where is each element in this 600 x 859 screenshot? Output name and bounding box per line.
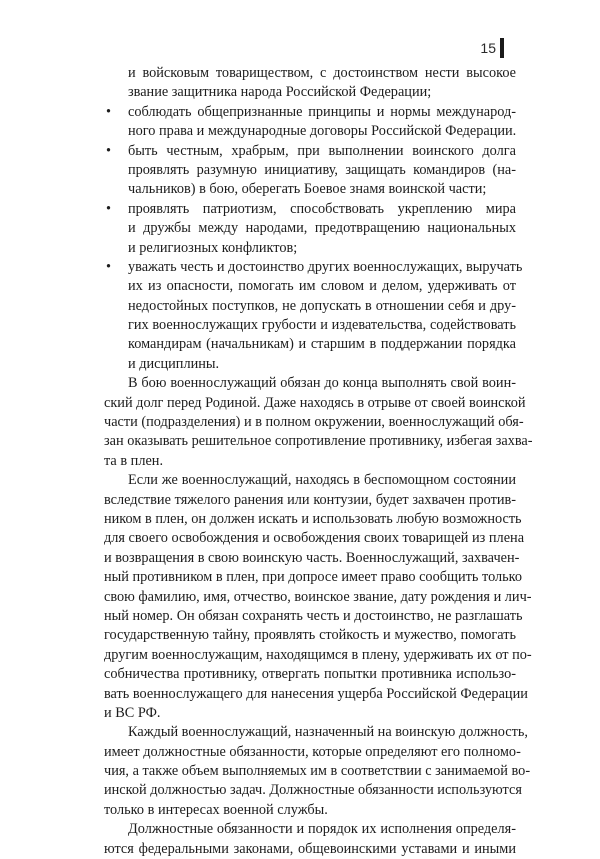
text-line: [104, 432, 533, 451]
line-text: части (подразделения) и в полном окружении, военнослужащий обя-: [104, 414, 524, 431]
line-text: и религиозных конфликтов;: [128, 239, 298, 256]
line-text: и дружбы между народами, предотвращению национальных: [128, 220, 516, 237]
line-text: уважать честь и достоинство других военнослужащих, выручать: [128, 258, 523, 275]
line-text: В бою военнослужащий обязан до конца выполнять свой воин-: [128, 375, 516, 392]
line-text: ный противником в плен, при допросе имеет право сообщить только: [104, 569, 523, 586]
text-line: [104, 297, 516, 316]
text-line: [104, 646, 532, 665]
text-line: [104, 820, 516, 839]
line-text: быть честным, храбрым, при выполнении воинского долга: [128, 142, 516, 159]
text-line: [104, 529, 525, 548]
line-text: только в интересах военной службы.: [104, 801, 328, 818]
text-line: [104, 665, 516, 684]
line-text: для своего освобождения и освобождения своих товарищей из плена: [104, 530, 525, 547]
text-line: [104, 471, 516, 490]
line-text: имеет должностные обязанности, которые определяют его полномо-: [104, 743, 521, 760]
line-text: соблюдать общепризнанные принципы и нормы международ-: [128, 103, 516, 120]
text-line: [104, 510, 522, 529]
line-text: звание защитника народа Российской Федерации;: [128, 84, 432, 101]
text-line: [104, 801, 516, 820]
line-text: ский долг перед Родиной. Даже находясь в отрыве от своей воинской: [104, 394, 526, 411]
line-text: инской должностью задач. Должностные обязанности используются: [104, 782, 522, 799]
page-number: 15: [480, 40, 496, 56]
text-line: [104, 685, 528, 704]
text-line: [104, 607, 523, 626]
line-text: Должностные обязанности и порядок их исполнения определя-: [128, 821, 516, 838]
text-line: [104, 355, 516, 374]
bullet-line: [104, 142, 516, 161]
line-text: зан оказывать решительное сопротивление противнику, избегая захва-: [104, 433, 533, 450]
text-line: [104, 239, 516, 258]
body-text: [104, 64, 533, 859]
text-line: [104, 180, 516, 199]
line-text: собничества противнику, отвергать попытки противника использо-: [104, 666, 516, 683]
text-line: [104, 122, 516, 141]
line-text: проявлять разумную инициативу, защищать командиров (на-: [128, 161, 516, 178]
text-line: [104, 161, 516, 180]
text-line: [104, 588, 532, 607]
page-marker-bar: [500, 38, 504, 58]
line-text: ный номер. Он обязан сохранять честь и достоинство, не разглашать: [104, 607, 523, 624]
line-text: государственную тайну, проявлять стойкость и мужество, помогать: [104, 627, 516, 644]
bullet-icon: •: [106, 200, 112, 217]
text-line: [104, 335, 516, 354]
line-text: и возвращения в свою воинскую часть. Военнослужащий, захвачен-: [104, 549, 520, 566]
text-line: [104, 568, 523, 587]
text-line: [104, 277, 516, 296]
bullet-icon: •: [106, 103, 112, 120]
line-text: вать военнослужащего для нанесения ущерба Российской Федерации: [104, 685, 528, 702]
bullet-line: [104, 200, 516, 219]
line-text: чия, а также объем выполняемых им в соответствии с занимаемой во-: [104, 763, 531, 780]
line-text: ником в плен, он должен искать и использовать любую возможность: [104, 510, 522, 527]
text-line: [104, 316, 516, 335]
text-line: [104, 762, 531, 781]
bullet-icon: •: [106, 142, 112, 159]
line-text: недостойных поступков, не допускать в отношении себя и дру-: [128, 297, 516, 314]
text-line: [104, 743, 521, 762]
line-text: и ВС РФ.: [104, 704, 161, 721]
line-text: Если же военнослужащий, находясь в беспомощном состоянии: [128, 472, 516, 489]
line-text: свою фамилию, имя, отчество, воинское звание, дату рождения и лич-: [104, 588, 532, 605]
line-text: их из опасности, помогать им словом и делом, удерживать от: [128, 278, 516, 295]
text-line: [104, 491, 516, 510]
text-line: [104, 374, 516, 393]
line-text: и дисциплины.: [128, 355, 220, 372]
text-line: [104, 83, 516, 102]
line-text: чальников) в бою, оберегать Боевое знамя воинской части;: [128, 181, 487, 198]
line-text: Каждый военнослужащий, назначенный на воинскую должность,: [128, 724, 528, 741]
line-text: ного права и международные договоры Российской Федерации.: [128, 123, 517, 140]
line-text: командирам (начальникам) и старшим в поддержании порядка: [128, 336, 516, 353]
text-line: [104, 626, 516, 645]
line-text: гих военнослужащих грубости и издевательства, содействовать: [128, 317, 516, 334]
text-line: [104, 64, 516, 83]
text-line: [104, 219, 516, 238]
line-text: вследствие тяжелого ранения или контузии, будет захвачен против-: [104, 491, 516, 508]
line-text: проявлять патриотизм, способствовать укреплению мира: [128, 200, 516, 217]
line-text: ются федеральными законами, общевоинскими уставами и иными: [104, 840, 516, 857]
bullet-line: [104, 258, 523, 277]
text-line: [104, 394, 526, 413]
line-text: другим военнослужащим, находящимся в плену, удерживать их от по-: [104, 646, 532, 663]
text-line: [104, 723, 528, 742]
text-line: [104, 413, 524, 432]
line-text: и войсковым товариществом, с достоинством нести высокое: [128, 65, 516, 81]
text-line: [104, 549, 520, 568]
line-text: та в плен.: [104, 452, 164, 469]
text-line: [104, 704, 516, 723]
bullet-icon: •: [106, 258, 112, 275]
text-line: [104, 781, 522, 800]
text-line: [104, 452, 516, 471]
text-line: [104, 840, 516, 859]
bullet-line: [104, 103, 516, 122]
